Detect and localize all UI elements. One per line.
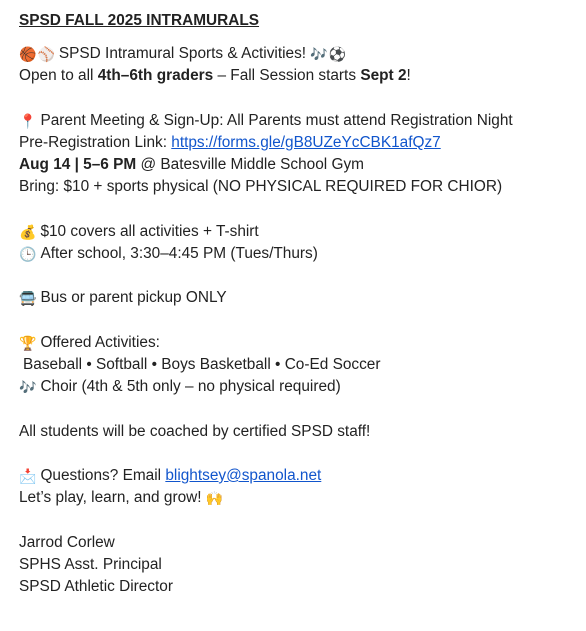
signature-name: Jarrod Corlew <box>19 533 115 551</box>
activities-heading: Offered Activities: <box>40 333 160 351</box>
bring-line: Bring: $10 + sports physical (NO PHYSICAL REQUIRED FOR CHIOR) <box>19 178 503 196</box>
start-date-text: Sept 2 <box>360 67 407 85</box>
meeting-line <box>19 110 586 132</box>
prereg-line <box>19 132 586 154</box>
page-title: SPSD FALL 2025 INTRAMURALS <box>19 12 260 29</box>
choir-line <box>19 376 586 398</box>
activities-heading-line <box>19 332 586 354</box>
closing-line <box>19 487 586 509</box>
grades-text: 4th–6th graders <box>97 67 214 85</box>
signature-role-principal: SPHS Asst. Principal <box>19 555 162 573</box>
bus-text: Bus or parent pickup ONLY <box>40 289 227 307</box>
date-line <box>19 154 586 176</box>
clock-icon: 🕒 <box>19 247 37 263</box>
raised-hands-icon: 🙌 <box>205 491 224 508</box>
baseball-icon: ⚾ <box>37 47 55 64</box>
money-bag-icon: 💰 <box>19 224 37 241</box>
basketball-icon: 🏀 <box>19 47 37 64</box>
open-line <box>19 65 586 87</box>
spacer <box>19 509 586 531</box>
spacer <box>19 443 586 465</box>
open-line-part1: Open to all <box>19 67 98 85</box>
cost-line <box>19 221 586 243</box>
meeting-date: Aug 14 | 5–6 PM <box>19 156 137 174</box>
questions-line <box>19 465 586 487</box>
soccer-ball-icon: ⚽ <box>328 47 347 64</box>
pin-icon: 📍 <box>19 113 37 130</box>
music-notes-icon: 🎶 <box>19 380 37 397</box>
spacer <box>19 310 586 332</box>
envelope-icon: 📩 <box>19 468 37 485</box>
spacer <box>19 398 586 420</box>
time-line <box>19 243 586 265</box>
signature-role-athletic-director: SPSD Athletic Director <box>19 577 173 595</box>
music-notes-icon: 🎶 <box>310 47 328 64</box>
spacer <box>19 265 586 287</box>
bus-icon: 🚍 <box>19 291 37 308</box>
meeting-location: @ Batesville Middle School Gym <box>136 156 364 174</box>
spacer <box>19 199 586 221</box>
time-text: After school, 3:30–4:45 PM (Tues/Thurs) <box>40 245 318 262</box>
prereg-link[interactable]: https://forms.gle/gB8UZeYcCBK1afQz7 <box>171 134 441 151</box>
open-line-part3: ! <box>406 67 411 85</box>
open-line-part2: – Fall Session starts <box>213 67 361 85</box>
prereg-label: Pre-Registration Link: <box>19 134 172 151</box>
choir-text: Choir (4th & 5th only – no physical required) <box>40 378 341 396</box>
trophy-icon: 🏆 <box>19 335 37 352</box>
coached-line: All students will be coached by certified SPSD staff! <box>19 422 371 440</box>
headline-text: SPSD Intramural Sports & Activities! <box>58 45 307 63</box>
email-link[interactable]: blightsey@spanola.net <box>165 466 322 484</box>
spacer <box>19 88 586 110</box>
headline <box>19 43 586 65</box>
questions-label: Questions? Email <box>40 466 166 484</box>
cost-text: $10 covers all activities + T-shirt <box>40 222 259 240</box>
meeting-text: Parent Meeting & Sign-Up: All Parents must attend Registration Night <box>40 111 513 129</box>
sports-list: Baseball • Softball • Boys Basketball • Co-Ed Soccer <box>23 355 381 373</box>
closing-text: Let’s play, learn, and grow! <box>19 489 206 507</box>
bus-line <box>19 287 586 309</box>
